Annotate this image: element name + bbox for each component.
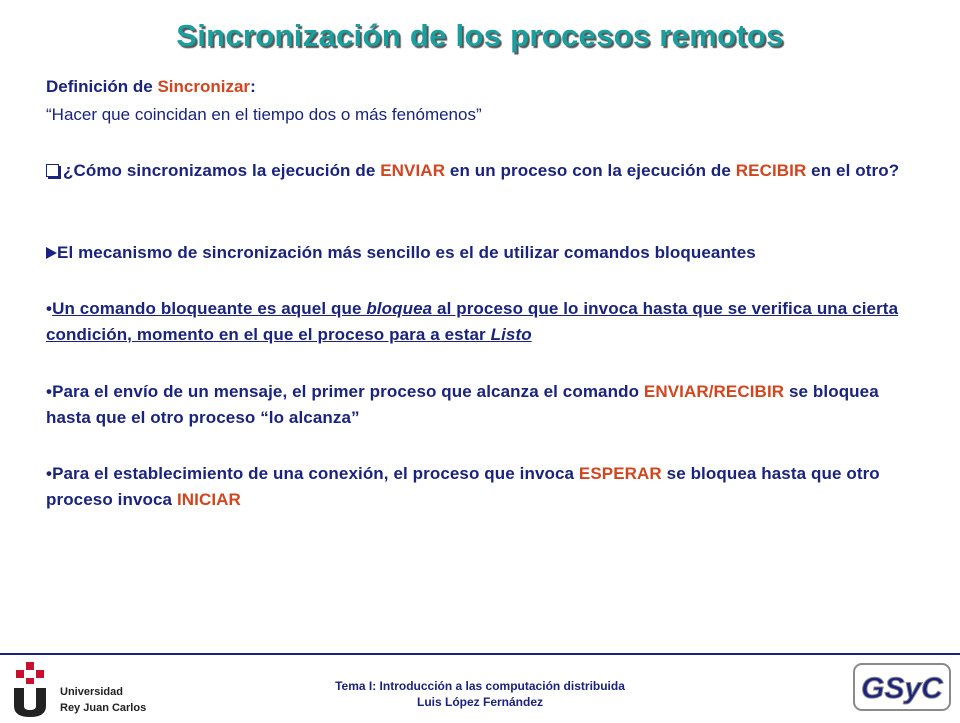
gsyc-logo-text: GSyC: [861, 672, 943, 705]
connection-text-1: Para el establecimiento de una conexión, el proceso que invoca: [52, 464, 579, 483]
footer-topic: Tema I: Introducción a las computación distribuida: [335, 679, 625, 693]
question-text-3: en el otro?: [806, 161, 900, 180]
blocking-text-1: Un comando bloqueante es aquel que: [52, 299, 367, 318]
connection-bullet: •: [46, 464, 53, 483]
question-recibir: RECIBIR: [735, 161, 807, 180]
gsyc-logo-icon: [852, 660, 952, 714]
mechanism-paragraph: [46, 240, 916, 266]
send-paragraph: [46, 379, 916, 431]
definition-suffix: :: [250, 77, 256, 96]
question-enviar: ENVIAR: [380, 161, 446, 180]
send-enviar-recibir: ENVIAR/RECIBIR: [643, 382, 785, 401]
blocking-bullet: •: [46, 299, 53, 318]
footer-divider: [0, 653, 960, 655]
blocking-underlined: [46, 299, 898, 344]
blocking-text-2: al proceso que lo invoca hasta que se verifica una cierta condición, momento en el que el proceso para a estar: [46, 299, 899, 344]
mechanism-text: El mecanismo de sincronización más sencillo es el de utilizar comandos bloqueantes: [57, 243, 756, 262]
footer-credits: [0, 678, 960, 710]
definition-label: [46, 77, 256, 97]
definition-prefix: Definición de: [46, 77, 158, 96]
send-bullet: •: [46, 382, 53, 401]
university-name-1: Universidad: [60, 686, 123, 698]
connection-esperar: ESPERAR: [578, 464, 662, 483]
send-text-2: se bloquea hasta que el otro proceso “lo alcanza”: [46, 382, 879, 427]
university-name-2: Rey Juan Carlos: [60, 702, 147, 714]
definition-quote: “Hacer que coincidan en el tiempo dos o más fenómenos”: [46, 105, 482, 124]
send-text-1: Para el envío de un mensaje, el primer proceso que alcanza el comando: [52, 382, 644, 401]
gsyc-logo: [852, 660, 952, 714]
checkbox-bullet-icon: [46, 164, 59, 177]
footer-author: Luis López Fernández: [416, 695, 543, 709]
connection-iniciar: INICIAR: [176, 490, 241, 509]
blocking-listo: Listo: [490, 325, 532, 344]
question-text-1: ¿Cómo sincronizamos la ejecución de: [63, 161, 381, 180]
arrow-bullet-icon: [46, 247, 57, 259]
connection-paragraph: [46, 461, 916, 513]
slide-title: Sincronización de los procesos remotos: [176, 18, 784, 53]
definition-term: Sincronizar: [157, 77, 251, 96]
question-text-2: en un proceso con la ejecución de: [445, 161, 736, 180]
blocking-paragraph: [46, 296, 916, 348]
blocking-bloquea: bloquea: [366, 299, 433, 318]
question-paragraph: [46, 158, 916, 184]
connection-text-2: se bloquea hasta que otro proceso invoca: [46, 464, 880, 509]
